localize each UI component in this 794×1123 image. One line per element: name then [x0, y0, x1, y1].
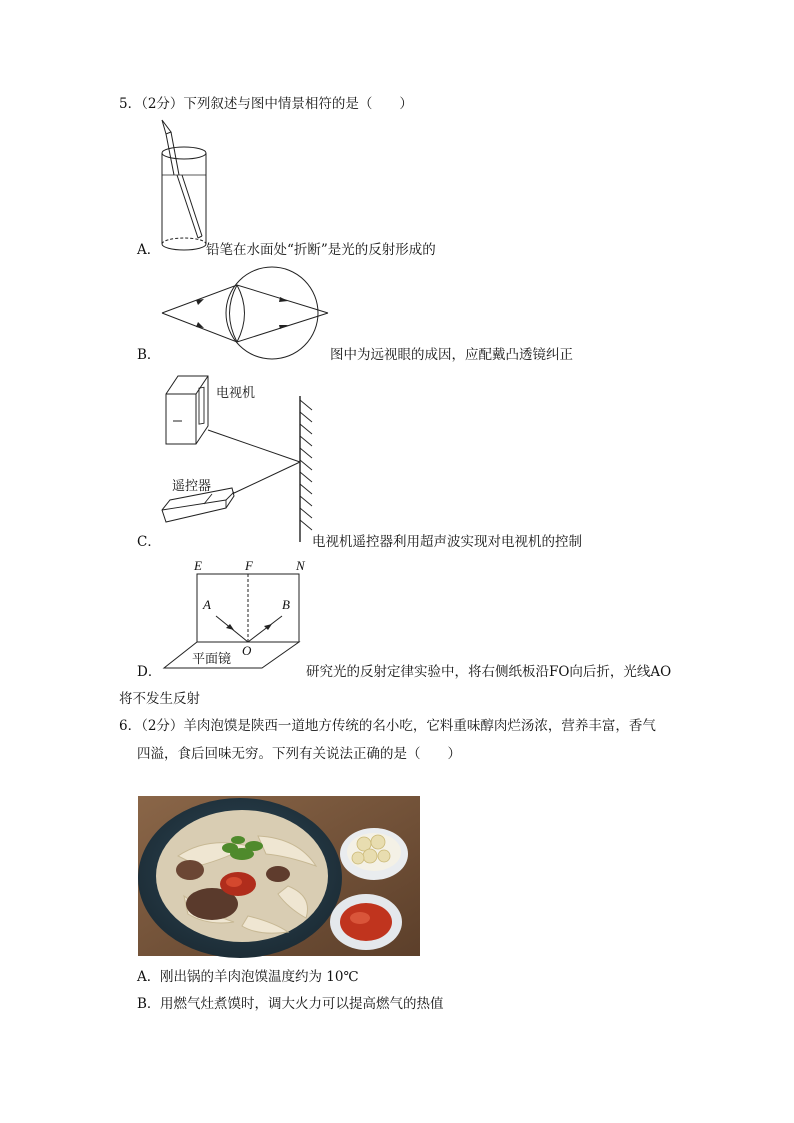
label-b: B: [282, 597, 290, 612]
q6-option-b-marker: B．: [137, 996, 161, 1012]
figure-pencil-in-glass: [150, 120, 220, 255]
question-6-stem-line1: 6．（2分）羊肉泡馍是陕西一道地方传统的名小吃，它料重味醇肉烂汤浓，营养丰富，香气: [119, 718, 656, 734]
option-a-marker: A．: [137, 242, 161, 258]
label-e: E: [194, 558, 202, 573]
option-c-text: 电视机遥控器利用超声波实现对电视机的控制: [312, 534, 582, 550]
tv-label: 电视机: [216, 386, 256, 401]
label-n: N: [296, 558, 305, 573]
mirror-label: 平面镜: [192, 652, 232, 667]
option-d-text-line1: 研究光的反射定律实验中，将右侧纸板沿FO向后折，光线AO: [306, 664, 672, 680]
option-c-marker: C．: [137, 534, 161, 550]
question-5-stem: 5．（2分）下列叙述与图中情景相符的是（ ）: [119, 96, 413, 112]
option-d-text-line2: 将不发生反射: [119, 691, 200, 707]
option-b-marker: B．: [137, 347, 161, 363]
food-photo: [138, 796, 420, 956]
label-f: F: [245, 558, 253, 573]
q6-option-a-text: 刚出锅的羊肉泡馍温度约为 10℃: [160, 969, 359, 985]
figure-reflection-experiment: [160, 570, 310, 670]
option-d-marker: D．: [137, 664, 162, 680]
label-o: O: [242, 643, 252, 658]
q6-option-b-text: 用燃气灶煮馍时，调大火力可以提高燃气的热值: [160, 996, 444, 1012]
question-6-stem-line2: 四溢，食后回味无穷。下列有关说法正确的是（ ）: [137, 746, 461, 762]
option-b-text: 图中为远视眼的成因，应配戴凸透镜纠正: [330, 347, 573, 363]
label-a: A: [203, 597, 211, 612]
option-a-text: 铅笔在水面处“折断”是光的反射形成的: [206, 242, 436, 258]
q6-option-a-marker: A．: [137, 969, 161, 985]
figure-eye-diagram: [160, 266, 335, 366]
remote-label: 遥控器: [172, 479, 212, 494]
